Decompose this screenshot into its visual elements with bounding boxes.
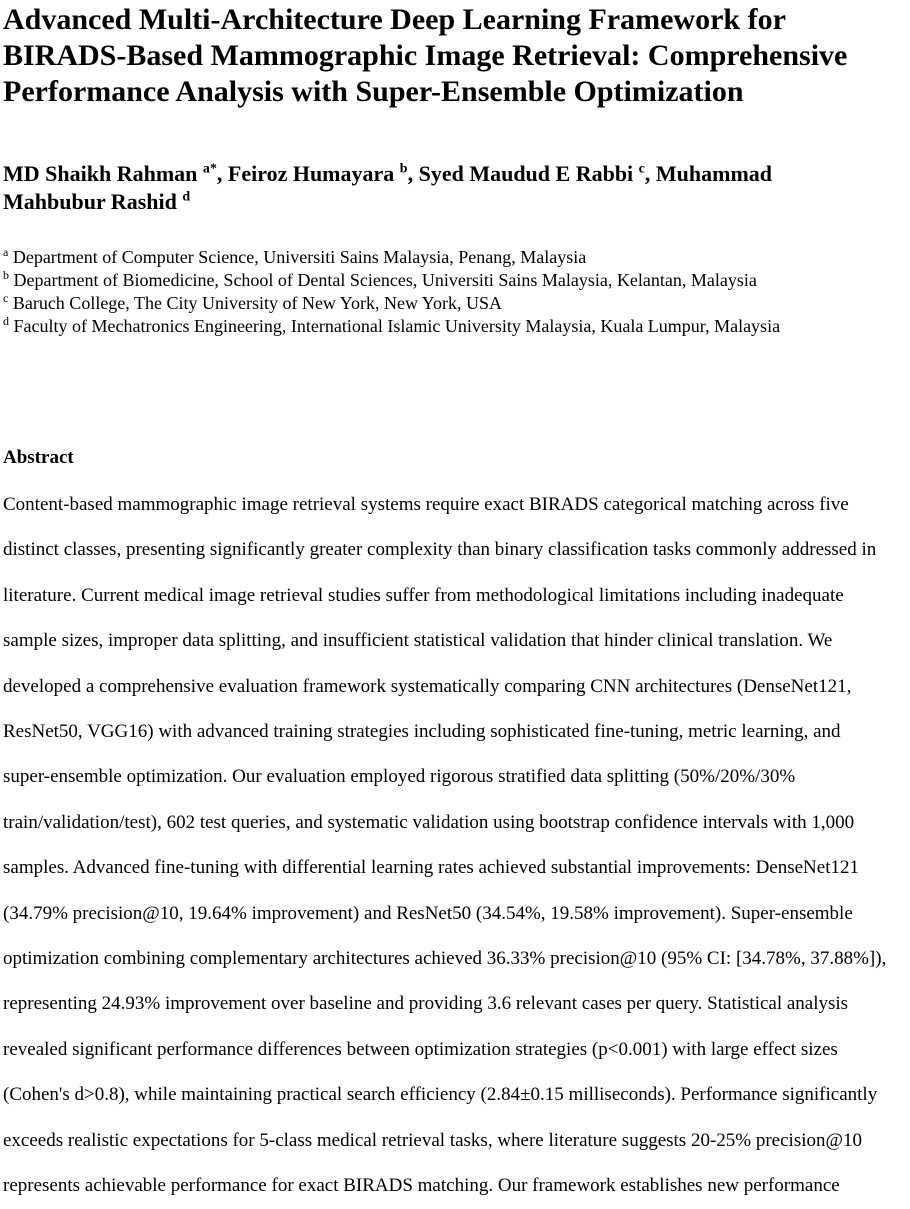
abstract-heading: Abstract [3,447,74,468]
affiliation: $^c$ Baruch College, The City University of New York, New York, USA [3,291,502,313]
abstract-line: optimization combining complementary architectures achieved 36.33% precision@10 (95% CI: [34.78%, 37.88%]), [3,948,887,970]
paper-title-line: Performance Analysis with Super-Ensemble Optimization [3,75,744,108]
abstract-line: representing 24.93% improvement over baseline and providing 3.6 relevant cases per query. Statistical analysis [3,993,849,1015]
affiliation: $^a$ Department of Computer Science, Universiti Sains Malaysia, Penang, Malaysia [3,245,587,267]
paper-title-line: Advanced Multi-Architecture Deep Learning Framework for [3,3,786,36]
author-affiliation-mark: a* [202,161,217,177]
abstract-line: (Cohen's d>0.8), while maintaining practical search efficiency (2.84±0.15 milliseconds). Performance significantly [3,1084,878,1106]
abstract-line: sample sizes, improper data splitting, and insufficient statistical validation that hinder clinical translation. We [3,630,833,652]
abstract-line: represents achievable performance for exact BIRADS matching. Our framework establishes new performance [3,1175,840,1197]
abstract-line: Content-based mammographic image retrieval systems require exact BIRADS categorical matching across five [3,494,849,515]
affiliation-mark: a [3,245,9,259]
abstract-line: ResNet50, VGG16) with advanced training strategies including sophisticated fine-tuning, metric learning, and [3,721,841,743]
affiliation-mark: c [3,291,9,305]
affiliation: $^b$ Department of Biomedicine, School of Dental Sciences, Universiti Sains Malaysia, Kelantan, Malaysia [3,268,757,290]
affiliation: $^d$ Faculty of Mechatronics Engineering, International Islamic University Malaysia, Kuala Lumpur, Malaysia [3,314,781,336]
paper-title [3,2,910,110]
affiliation-mark: d [3,314,9,328]
abstract-line: revealed significant performance differences between optimization strategies (p<0.001) with large effect sizes [3,1038,838,1060]
author-affiliation-mark: c [638,161,645,177]
author-affiliation-mark: d [182,189,191,205]
paper-title-line: BIRADS-Based Mammographic Image Retrieval: Comprehensive [3,39,848,72]
author-name: Feiroz Humayara $^b$ [227,161,408,186]
affiliation-list [3,246,910,338]
abstract-line: (34.79% precision@10, 19.64% improvement) and ResNet50 (34.54%, 19.58% improvement). Super-ensemble [3,902,853,924]
author-name: Muhammad Mahbubur Rashid $^d$ [3,161,773,214]
abstract-line: super-ensemble optimization. Our evaluation employed rigorous stratified data splitting (50%/20%/30% [3,766,796,788]
abstract-body [3,482,910,1209]
author-affiliation-mark: b [399,161,408,177]
abstract-line: developed a comprehensive evaluation framework systematically comparing CNN architectures (DenseNet121, [3,675,852,697]
author-name: Syed Maudud E Rabbi $^c$ [418,161,645,186]
abstract-line: exceeds realistic expectations for 5-class medical retrieval tasks, where literature suggests 20-25% precision@10 [3,1129,862,1151]
abstract-line: literature. Current medical image retrieval studies suffer from methodological limitations including inadequate [3,584,844,606]
abstract-line: distinct classes, presenting significantly greater complexity than binary classification tasks commonly addressed in [3,539,877,561]
abstract-line: samples. Advanced fine-tuning with differential learning rates achieved substantial improvements: DenseNet121 [3,857,859,879]
abstract-line: train/validation/test), 602 test queries, and systematic validation using bootstrap confidence intervals with 1,000 [3,811,855,833]
author-list: MD Shaikh Rahman $^{a*}$, Feiroz Humayara $^b$, Syed Maudud E Rabbi $^c$, Muhammad Mahbubur Rashid $^d$ [3,161,773,214]
author-name: MD Shaikh Rahman $^{a*}$ [3,161,217,186]
affiliation-mark: b [3,268,9,282]
